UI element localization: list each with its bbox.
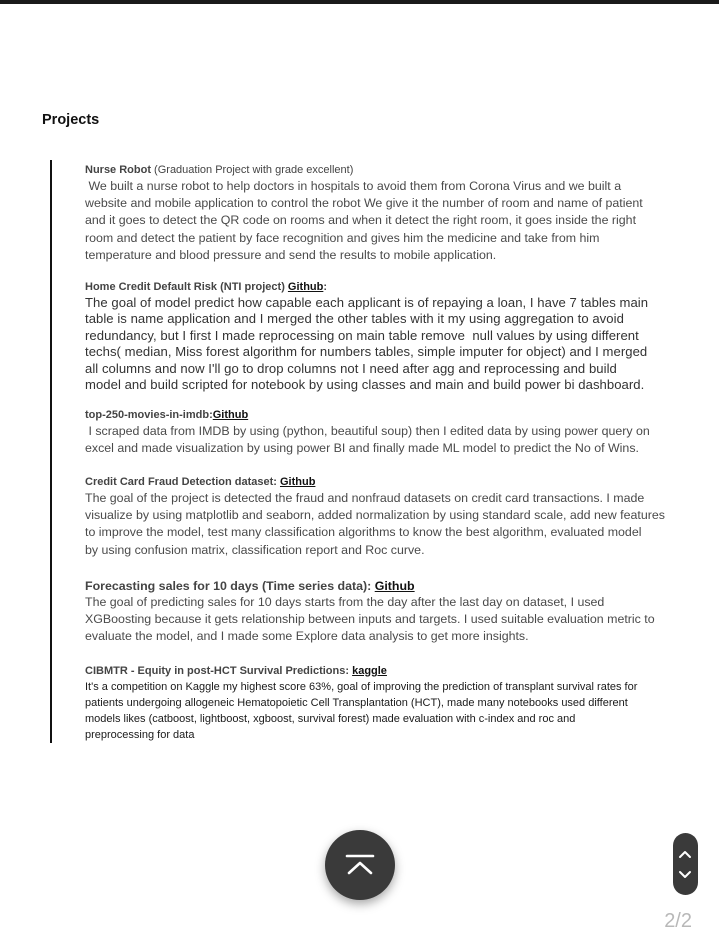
project-heading [85, 578, 695, 594]
project-title: Nurse Robot [85, 164, 151, 176]
project-heading [85, 663, 695, 679]
project-cibmtr [85, 663, 695, 743]
project-title: CIBMTR - Equity in post-HCT Survival Predictions: [85, 665, 353, 677]
project-heading [85, 162, 695, 178]
project-note: (Graduation Project with grade excellent) [151, 164, 354, 176]
project-credit-card-fraud [85, 474, 695, 559]
project-description: I scraped data from IMDB by using (python, beautiful soup) then I edited data by using power query on excel and made visualization by using power BI and finally made ML model to predict the No of Wins. [85, 424, 650, 456]
scroll-to-top-icon [345, 854, 375, 876]
github-link[interactable]: Github [374, 579, 415, 593]
project-title: Home Credit Default Risk (NTI project) [85, 281, 288, 293]
page-navigator [673, 833, 698, 895]
project-heading [85, 279, 695, 295]
project-nurse-robot [85, 162, 695, 264]
chevron-up-icon[interactable] [678, 849, 692, 859]
project-imdb [85, 407, 695, 457]
project-description: The goal of model predict how capable each applicant is of repaying a loan, I have 7 tables main table is name application and I merged the other tables with it my using aggregation to avoid redundancy, but I first I made reprocessing on main table remove null values by using different techs( median, Miss forest algorithm for numbers tables, simple imputer for object) and I merged all columns and now I'll go to drop columns not I need after agg and reprocessing and build model and build scripted for notebook by using classes and main and build power bi dashboard. [85, 295, 649, 393]
project-home-credit [85, 279, 695, 393]
project-description: The goal of the project is detected the fraud and nonfraud datasets on credit card transactions. I made visualize by using matplotlib and seaborn, added normalization by using standard scale, add new features to improve the model, test many classification algorithms to know the best algorithm, evaluated model by using confusion matrix, classification report and Roc curve. [85, 491, 665, 557]
page-indicator: 2/2 [664, 910, 692, 932]
project-title: Credit Card Fraud Detection dataset: [85, 476, 280, 488]
projects-list [50, 160, 692, 743]
section-title: Projects [42, 112, 100, 128]
top-bar [0, 0, 719, 4]
chevron-down-icon[interactable] [678, 870, 692, 880]
project-title: Forecasting sales for 10 days (Time series data): [85, 579, 375, 593]
github-link[interactable]: Github [287, 281, 324, 293]
project-title: top-250-movies-in-imdb: [85, 409, 213, 421]
project-description: We built a nurse robot to help doctors in hospitals to avoid them from Corona Virus and we built a website and mobile application to control the robot We give it the number of room and name of patient and it goes to detect the QR code on rooms and when it detect the right room, it goes inside the right room and detect the patient by face recognition and gives him the medicine and take from him temperature and blood pressure and send the results to mobile application. [85, 179, 643, 262]
scroll-to-top-button[interactable] [325, 830, 395, 900]
project-description: The goal of predicting sales for 10 days starts from the day after the last day on dataset, I used XGBoosting because it gets relationship between inputs and targets. I used suitable evaluation metric to evaluate the model, and I made some Explore data analysis to get more insights. [85, 595, 655, 644]
project-heading [85, 407, 695, 423]
project-title-suffix: : [323, 281, 328, 293]
project-heading [85, 474, 695, 490]
github-link[interactable]: Github [279, 476, 316, 488]
project-description: It's a competition on Kaggle my highest score 63%, goal of improving the prediction of transplant survival rates for patients undergoing allogeneic Hematopoietic Cell Transplantation (HCT), made many notebooks used different models likes (catboost, lightboost, xgboost, survival forest) made evaluation with c-index and roc and preprocessing for data [85, 681, 638, 741]
kaggle-link[interactable]: kaggle [352, 665, 387, 677]
github-link[interactable]: Github [212, 409, 249, 421]
project-forecasting-sales [85, 578, 695, 646]
